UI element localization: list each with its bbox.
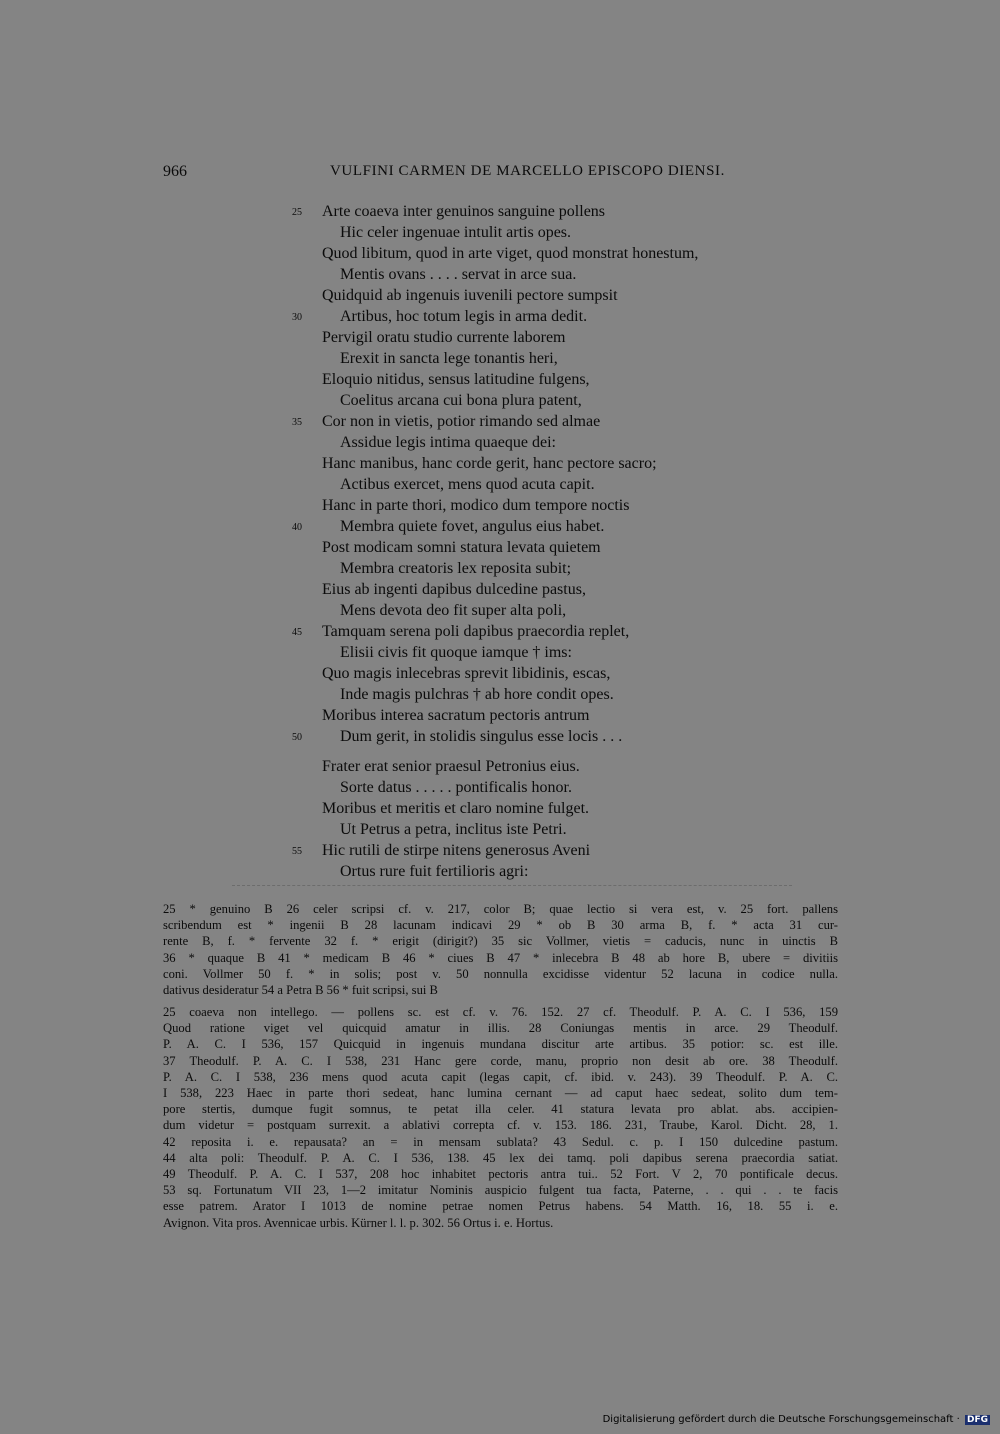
verse-line — [322, 390, 842, 411]
note-line: coni. Vollmer 50 f. * in solis; post v. 50 nonnulla excidisse videntur 52 lacuna in codice nulla. — [163, 966, 838, 981]
verse-line — [322, 453, 842, 474]
source-notes — [163, 1004, 838, 1231]
verse-text: Cor non in vietis, potior rimando sed almae — [322, 413, 601, 430]
verse-line — [322, 663, 842, 684]
note-line: 25 coaeva non intellego. — pollens sc. est cf. v. 76. 152. 27 cf. Theodulf. P. A. C. I 536, 159 — [163, 1005, 838, 1019]
verse-text: Tamquam serena poli dapibus praecordia replet, — [322, 623, 630, 640]
verse-line — [322, 684, 842, 705]
note-line: esse patrem. Arator I 1013 de nomine petrae nomen Petrus habens. 54 Matth. 16, 18. 55 i. e. — [163, 1199, 838, 1214]
note-line: Quod ratione viget vel quicquid amatur in illis. 28 Coniungas mentis in arce. 29 Theodulf. — [163, 1021, 838, 1036]
line-number: 35 — [292, 417, 302, 428]
line-number: 50 — [292, 732, 302, 743]
verse-line — [322, 369, 842, 390]
verse-line — [292, 306, 842, 327]
verse-line — [292, 516, 842, 537]
verse-text: Moribus et meritis et claro nomine fulget. — [322, 800, 590, 817]
verse-text: Ortus rure fuit fertilioris agri: — [340, 863, 529, 880]
verse-line — [322, 819, 842, 840]
verse-text: Coelitus arcana cui bona plura patent, — [340, 392, 582, 409]
verse-line — [322, 474, 842, 495]
critical-apparatus — [163, 901, 838, 998]
note-line: 36 * quaque B 41 * medicam B 46 * ciues B 47 * inlecebra B 48 ab hore B, ubere = divitiis — [163, 950, 838, 965]
verse-text: Hic celer ingenuae intulit artis opes. — [340, 224, 572, 241]
note-line: Avignon. Vita pros. Avennicae urbis. Kürner l. l. p. 302. 56 Ortus i. e. Hortus. — [163, 1215, 554, 1230]
verse-line — [322, 432, 842, 453]
verse-line — [322, 798, 842, 819]
note-line: 44 alta poli: Theodulf. P. A. C. I 536, 138. 45 lex dei tamq. poli dapibus serena praecordia satiat. — [163, 1150, 838, 1165]
note-line: P. A. C. I 538, 236 mens quod acuta capit (legas capit, cf. ibid. v. 243). 39 Theodulf. P. A. C. — [163, 1069, 838, 1084]
verse-text: Eloquio nitidus, sensus latitudine fulgens, — [322, 371, 590, 388]
verse-line — [322, 642, 842, 663]
verse-text: Actibus exercet, mens quod acuta capit. — [340, 476, 595, 493]
verse-text: Moribus interea sacratum pectoris antrum — [322, 707, 590, 724]
verse-line — [322, 285, 842, 306]
line-number: 30 — [292, 312, 302, 323]
verse-line — [322, 600, 842, 621]
verse-text: Elisii civis fit quoque iamque † ims: — [340, 644, 572, 661]
verse-text: Mentis ovans . . . . servat in arce sua. — [340, 266, 577, 283]
verse-text: Dum gerit, in stolidis singulus esse locis . . . — [340, 728, 623, 745]
note-line: 25 * genuino B 26 celer scripsi cf. v. 217, color B; quae lectio si vera est, v. 25 fort. pallens — [163, 902, 838, 916]
verse-line — [322, 777, 842, 798]
verse-line — [322, 327, 842, 348]
verse-line — [292, 201, 842, 222]
verse-text: Post modicam somni statura levata quietem — [322, 539, 601, 556]
page-number: 966 — [163, 163, 187, 180]
verse-line — [322, 495, 842, 516]
verse-line — [322, 705, 842, 726]
verse-text: Arte coaeva inter genuinos sanguine pollens — [322, 203, 606, 220]
note-line: dum videtur = postquam surrexit. a ablativi correpta cf. v. 153. 186. 231, Traube, Karol. Dicht. 28, 1. — [163, 1118, 838, 1133]
separator-line — [232, 885, 792, 886]
note-line: P. A. C. I 536, 157 Quicquid in ingenuis mundana discitur arte artibus. 35 potior: sc. est ille. — [163, 1037, 838, 1052]
verse-line — [322, 756, 842, 777]
verse-line — [322, 222, 842, 243]
note-line: 49 Theodulf. P. A. C. I 537, 208 hoc inhabitet pectoris antra tui.. 52 Fort. V 2, 70 pontificale decus. — [163, 1167, 838, 1182]
verse-text: Artibus, hoc totum legis in arma dedit. — [340, 308, 588, 325]
verse-line — [322, 558, 842, 579]
verse-line — [322, 264, 842, 285]
dfg-logo: DFG — [966, 1415, 988, 1425]
line-number: 40 — [292, 522, 302, 533]
verse-line — [322, 348, 842, 369]
verse-line — [322, 537, 842, 558]
verse-line — [322, 861, 842, 882]
verse-line — [322, 243, 842, 264]
verse-text: Membra creatoris lex reposita subit; — [340, 560, 572, 577]
verse-text: Mens devota deo fit super alta poli, — [340, 602, 567, 619]
verse-text: Membra quiete fovet, angulus eius habet. — [340, 518, 605, 535]
verse-text: Quo magis inlecebras sprevit libidinis, escas, — [322, 665, 611, 682]
note-line: 37 Theodulf. P. A. C. I 538, 231 Hanc gere corde, manu, proprio non desit ab ore. 38 Theodulf. — [163, 1053, 838, 1068]
verse-text: Frater erat senior praesul Petronius eius. — [322, 758, 580, 775]
note-line: I 538, 223 Haec in parte thori sedeat, hanc lumina cernant — ad caput haec sedeat, solito dum tem- — [163, 1086, 838, 1101]
note-line: scribendum est * ingenii B 28 lacunam indicavi 29 * ob B 30 arma B, f. * acta 31 cur- — [163, 918, 838, 933]
verse-text: Inde magis pulchras † ab hore condit opes. — [340, 686, 614, 703]
verse-text: Sorte datus . . . . . pontificalis honor. — [340, 779, 572, 796]
note-line: rente B, f. * fervente 32 f. * erigit (dirigit?) 35 sic Vollmer, vietis = caducis, nunc in uinctis B — [163, 934, 838, 949]
note-line: dativus desideratur 54 a Petra B 56 * fuit scripsi, sui B — [163, 983, 438, 998]
line-number: 45 — [292, 627, 302, 638]
line-number: 55 — [292, 846, 302, 857]
verse-text: Quidquid ab ingenuis iuvenili pectore sumpsit — [322, 287, 618, 304]
verse-line — [292, 726, 842, 747]
verse-line — [322, 579, 842, 600]
note-line: 53 sq. Fortunatum VII 23, 1—2 imitatur Nominis auspicio fulgent tua facta, Paterne, . . qui . . te facis — [163, 1183, 838, 1198]
verse-line — [292, 621, 842, 642]
verse-text: Quod libitum, quod in arte viget, quod monstrat honestum, — [322, 245, 699, 262]
verse-text: Hanc manibus, hanc corde gerit, hanc pectore sacro; — [322, 455, 657, 472]
note-line: pore stertis, dumque fugit somnus, te petat illa celer. 41 statura levata pro ablat. abs. accipien- — [163, 1102, 838, 1117]
footer-text: Digitalisierung gefördert durch die Deutsche Forschungsgemeinschaft — [602, 1414, 954, 1425]
verse-text: Ut Petrus a petra, inclitus iste Petri. — [340, 821, 567, 838]
note-line: 42 reposita i. e. repausata? an = in mensam sublata? 43 Sedul. c. p. I 150 dulcedine pastum. — [163, 1134, 838, 1149]
verse-line — [292, 411, 842, 432]
verse-text: Hic rutili de stirpe nitens generosus Aveni — [322, 842, 591, 859]
verse-text: Erexit in sancta lege tonantis heri, — [340, 350, 558, 367]
verse-text: Eius ab ingenti dapibus dulcedine pastus, — [322, 581, 586, 598]
verse-block — [292, 201, 842, 882]
line-number: 25 — [292, 207, 302, 218]
verse-line — [292, 840, 842, 861]
footer: Digitalisierung gefördert durch die Deutsche Forschungsgemeinschaft · DFG — [602, 1414, 988, 1425]
verse-text: Hanc in parte thori, modico dum tempore noctis — [322, 497, 630, 514]
running-head: VULFINI CARMEN DE MARCELLO EPISCOPO DIENSI. — [330, 163, 725, 179]
verse-text: Pervigil oratu studio currente laborem — [322, 329, 566, 346]
verse-text: Assidue legis intima quaeque dei: — [340, 434, 556, 451]
